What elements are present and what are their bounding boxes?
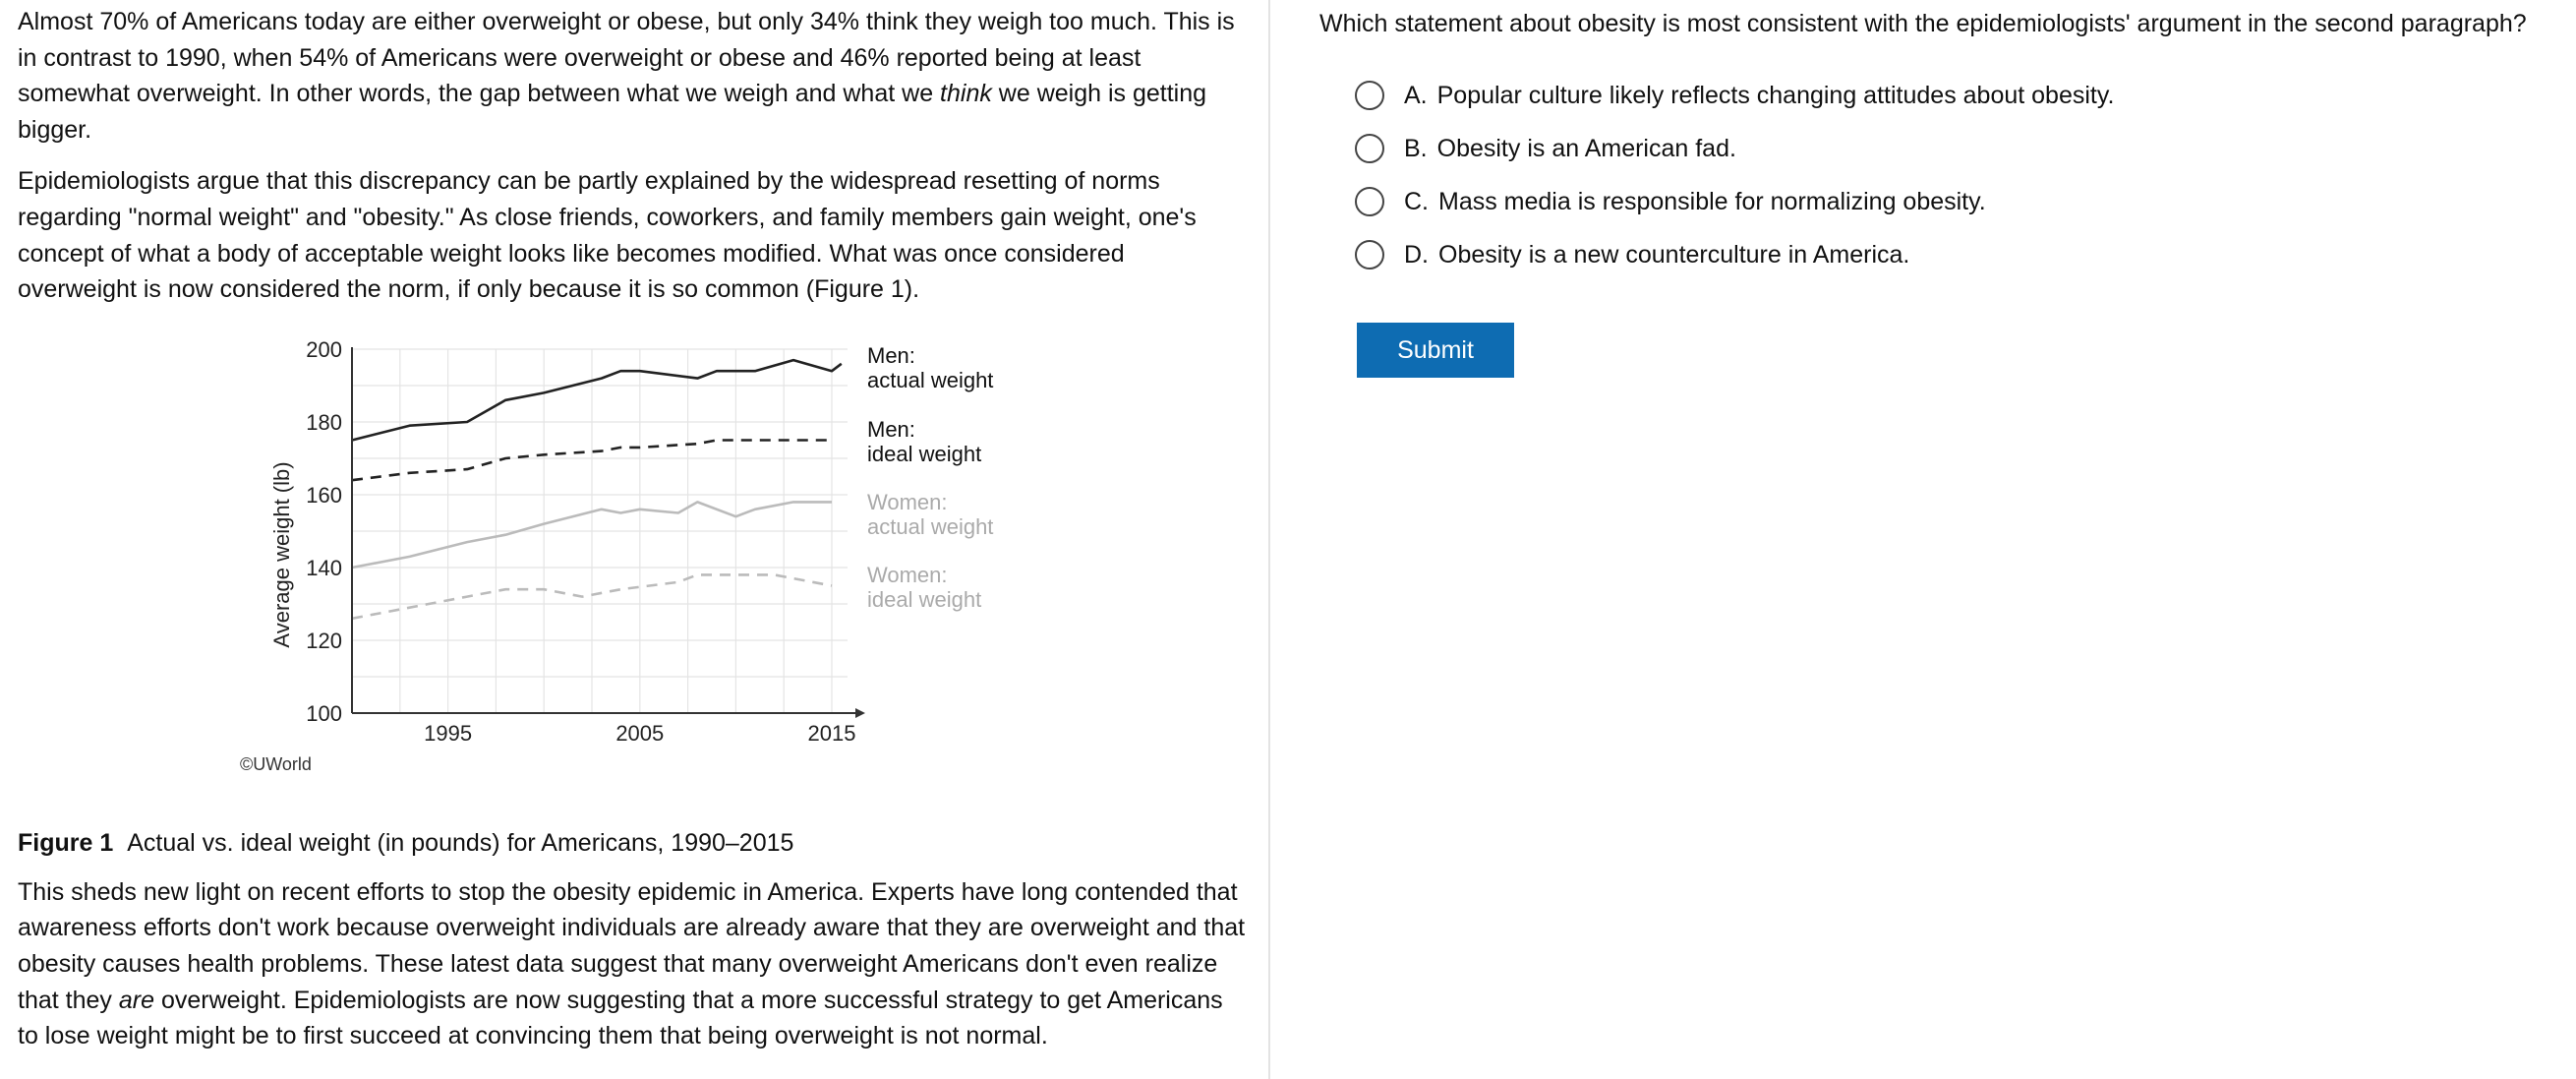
radio-button-c[interactable]	[1355, 187, 1384, 216]
passage-text: Almost 70% of Americans today are either overweight or obese, but only 34% think they weigh too much. This is in contrast to 1990, when 54% of Americans were overweight or obese and 46% reported being at least somewhat overweight. In other words, the gap between what we weigh and what we	[18, 8, 1235, 108]
legend-label-line2: actual weight	[867, 513, 994, 539]
legend-label-line1: Men:	[867, 342, 915, 368]
passage-text: overweight. Epidemiologists are now suggesting that a more successful strategy to get Americans to lose weight might be to first succeed at convincing them that being overweight is not normal.	[18, 986, 1223, 1050]
legend-label-line1: Women:	[867, 489, 948, 514]
choice-letter: C.	[1404, 187, 1429, 215]
question-pane	[1272, 0, 2576, 1079]
series-line-1	[352, 360, 842, 440]
legend-label-line2: ideal weight	[867, 586, 982, 612]
answer-choice-b[interactable]	[1355, 122, 2576, 175]
passage-paragraph-2: Epidemiologists argue that this discrepancy can be partly explained by the widespread resetting of norms regarding "normal weight" and "obesity." As close friends, coworkers, and family members gain weight, one's concept of what a body of acceptable weight looks like becomes modified. What was once considered overweight is now considered the norm, if only because it is so common (Figure 1).	[18, 167, 1197, 304]
weight-chart	[18, 328, 1247, 790]
answer-choices	[1319, 69, 2576, 281]
chart-gridlines	[352, 349, 848, 713]
radio-button-a[interactable]	[1355, 81, 1384, 110]
x-tick-label: 1995	[424, 720, 473, 746]
x-tick-label: 2005	[615, 720, 665, 746]
y-tick-label: 100	[306, 700, 342, 726]
figure-credit: ©UWorld	[240, 753, 312, 774]
figure-1	[18, 328, 1247, 829]
choice-letter: D.	[1404, 240, 1429, 269]
submit-button[interactable]: Submit	[1357, 323, 1514, 378]
y-tick-label: 180	[306, 409, 342, 435]
y-tick-label: 120	[306, 628, 342, 653]
legend-label-line1: Men:	[867, 416, 915, 442]
answer-choice-a[interactable]	[1355, 69, 2576, 122]
passage-pane	[0, 0, 1270, 1079]
figure-caption	[18, 825, 1251, 861]
passage-text: This sheds new light on recent efforts to stop the obesity epidemic in America. Experts have long contended that awareness efforts don't work because overweight individuals are already aware that they are overweight and that obesity causes health problems. These latest data suggest that many overweight Americans don't even realize that they	[18, 877, 1246, 1014]
legend-label-line1: Women:	[867, 562, 948, 587]
y-tick-label: 140	[306, 555, 342, 580]
passage-emphasis: think	[940, 80, 992, 108]
passage-text: we weigh is getting bigger.	[18, 80, 1207, 144]
legend-label-line2: actual weight	[867, 367, 994, 392]
choice-letter: A.	[1404, 81, 1428, 109]
y-tick-label: 200	[306, 336, 342, 362]
answer-choice-d[interactable]	[1355, 228, 2576, 281]
chart-axes	[352, 347, 865, 718]
figure-caption-text: Actual vs. ideal weight (in pounds) for Americans, 1990–2015	[127, 828, 794, 857]
choice-text: Popular culture likely reflects changing attitudes about obesity.	[1436, 81, 2115, 109]
radio-button-b[interactable]	[1355, 134, 1384, 163]
y-axis-title: Average weight (lb)	[269, 461, 294, 648]
x-axis-arrow	[855, 708, 865, 718]
answer-choice-c[interactable]	[1355, 175, 2576, 228]
choice-letter: B.	[1404, 134, 1428, 162]
choice-text: Obesity is a new counterculture in America.	[1438, 240, 1910, 269]
y-tick-label: 160	[306, 482, 342, 508]
choice-text: Obesity is an American fad.	[1436, 134, 1736, 162]
legend-label-line2: ideal weight	[867, 441, 982, 466]
radio-button-d[interactable]	[1355, 240, 1384, 270]
choice-text: Mass media is responsible for normalizing obesity.	[1438, 187, 1986, 215]
figure-caption-label: Figure 1	[18, 828, 114, 857]
question-stem: Which statement about obesity is most consistent with the epidemiologists' argument in the second paragraph?	[1319, 10, 2527, 37]
chart-series	[352, 360, 842, 619]
passage-paragraph-1	[18, 4, 1247, 148]
x-tick-label: 2015	[807, 720, 856, 746]
passage-paragraph-3	[18, 874, 1247, 1054]
passage-emphasis: are	[118, 986, 154, 1014]
